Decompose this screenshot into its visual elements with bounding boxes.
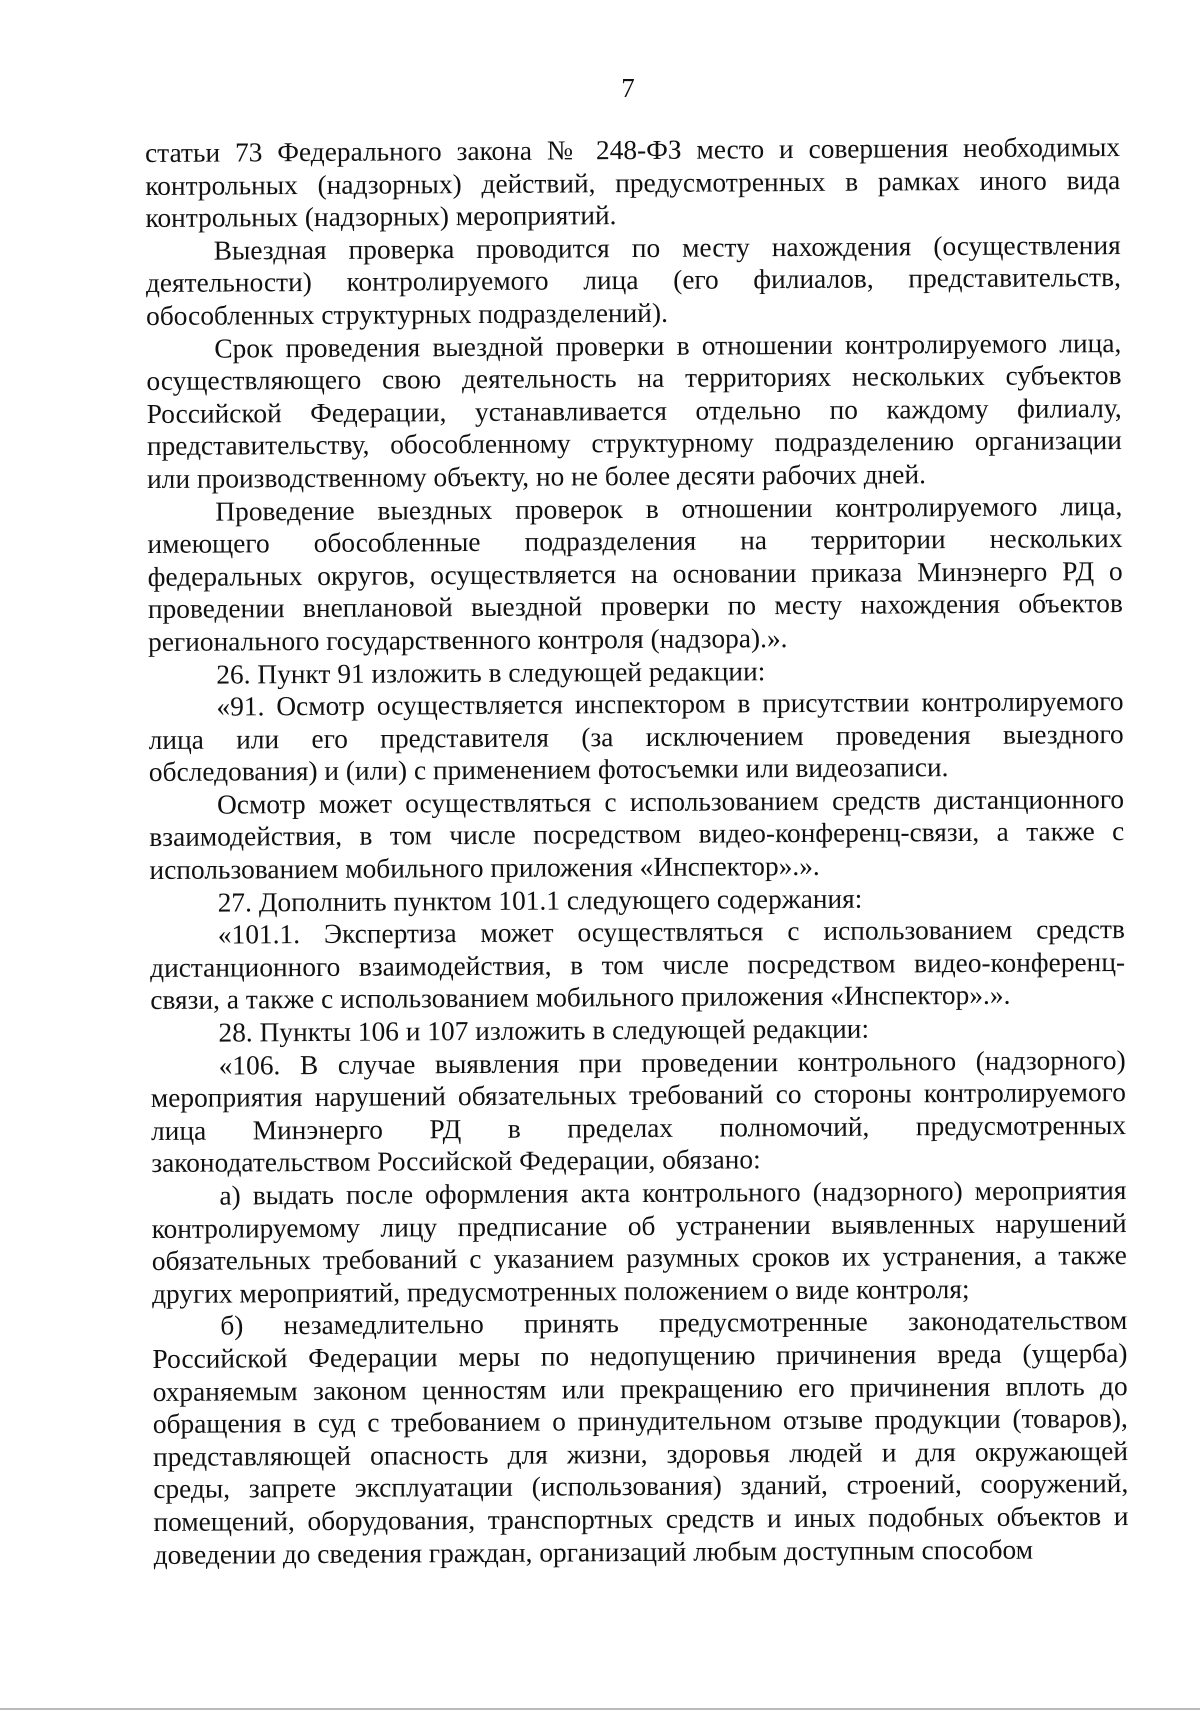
paragraph-p3	[146, 327, 1122, 496]
scan-edge-line	[0, 1708, 1200, 1710]
text-line: б) незамедлительно принять предусмотренные законодательством	[220, 1305, 1128, 1341]
text-line: обособленных структурных подразделений).	[146, 297, 668, 331]
document-body	[145, 131, 1129, 1571]
text-line: Осмотр может осуществляться с использованием средств дистанционного	[216, 783, 1125, 820]
text-line: федеральных округов, осуществляется на основании приказа Минэнерго РД о	[147, 555, 1123, 592]
text-line: 28. Пункты 106 и 107 изложить в следующей редакции:	[218, 1013, 870, 1048]
text-line: проведении внеплановой выездной проверки по месту нахождения объектов	[147, 588, 1123, 625]
text-line: мероприятия нарушений обязательных требований со стороны контролируемого	[150, 1077, 1126, 1114]
text-line: 26. Пункт 91 изложить в следующей редакции:	[216, 655, 766, 690]
paragraph-p6	[148, 685, 1124, 789]
text-line: взаимодействия, в том числе посредством видео-конференц-связи, а также с	[149, 816, 1125, 853]
paragraph-p11	[151, 1044, 1127, 1180]
text-line: а) выдать после оформления акта контрольного (надзорного) мероприятия	[219, 1175, 1127, 1211]
text-line: охраняемым законом ценностям или прекращению его причинения вплоть до	[152, 1370, 1128, 1407]
text-line: обращения в суд с требованием о принудительном отзыве продукции (товаров),	[152, 1403, 1128, 1440]
text-line: Российской Федерации, устанавливается отдельно по каждому филиалу,	[146, 392, 1122, 429]
text-line: Российской Федерации меры по недопущению причинения вреда (ущерба)	[152, 1337, 1128, 1374]
text-line: контролируемому лицу предписание об устранении выявленных нарушений	[151, 1207, 1127, 1244]
paragraph-p12	[151, 1174, 1127, 1310]
text-line: законодательством Российской Федерации, обязано:	[151, 1144, 761, 1179]
text-line: контрольных (надзорных) действий, предусмотренных в рамках иного вида	[145, 164, 1121, 201]
text-line: доведении до сведения граждан, организаций любым доступным способом	[153, 1534, 1034, 1570]
text-line: представляющей опасность для жизни, здоровья людей и для окружающей	[152, 1435, 1129, 1472]
text-line: «91. Осмотр осуществляется инспектором в присутствии контролируемого	[216, 686, 1124, 722]
text-line: представительству, обособленному структурному подразделению организации	[146, 425, 1122, 462]
paragraph-p1	[145, 131, 1121, 235]
text-line: использованием мобильного приложения «Инспектор».».	[149, 850, 820, 886]
paragraph-p2	[146, 229, 1122, 333]
text-line: статьи 73 Федерального закона № 248-ФЗ место и совершения необходимых	[145, 132, 1121, 168]
paragraph-p13	[152, 1304, 1129, 1571]
text-line: дистанционного взаимодействия, в том числе посредством видео-конференц-	[149, 946, 1126, 983]
text-line: лица Минэнерго РД в пределах полномочий, предусмотренных	[150, 1109, 1127, 1146]
text-line: других мероприятий, предусмотренных положением о виде контроля;	[151, 1273, 970, 1309]
text-line: «101.1. Экспертиза может осуществляться с использованием средств	[217, 914, 1125, 950]
text-line: 27. Дополнить пунктом 101.1 следующего содержания:	[217, 883, 863, 918]
text-line: лица или его представителя (за исключением проведения выездного	[148, 718, 1124, 755]
text-line: Проведение выездных проверок в отношении контролируемого лица,	[215, 490, 1123, 527]
text-line: помещений, оборудования, транспортных средств и иных подобных объектов и	[153, 1500, 1129, 1537]
text-line: обследования) и (или) с применением фотосъемки или видеозаписи.	[148, 752, 949, 788]
text-line: Срок проведения выездной проверки в отношении контролируемого лица,	[214, 327, 1122, 364]
text-line: контрольных (надзорных) мероприятий.	[145, 200, 617, 234]
paragraph-p9	[150, 913, 1126, 1017]
text-line: имеющего обособленные подразделения на территории нескольких	[147, 523, 1123, 560]
paragraph-p7	[149, 783, 1125, 887]
text-line: «106. В случае выявления при проведении контрольного (надзорного)	[218, 1044, 1126, 1081]
text-line: среды, запрете эксплуатации (использования) зданий, строений, сооружений,	[153, 1468, 1129, 1505]
text-line: связи, а также с использованием мобильного приложения «Инспектор».».	[150, 980, 1011, 1016]
text-line: деятельности) контролируемого лица (его филиалов, представительств,	[145, 262, 1121, 299]
text-line: регионального государственного контроля (надзора).».	[147, 622, 788, 657]
text-line: Выездная проверка проводится по месту нахождения (осуществления	[213, 229, 1121, 266]
text-line: или производственному объекту, но не более десяти рабочих дней.	[146, 459, 926, 494]
text-line: осуществляющего свою деятельность на территориях нескольких субъектов	[146, 360, 1122, 397]
page-number: 7	[621, 73, 635, 103]
text-line: обязательных требований с указанием разумных сроков их устранения, а также	[151, 1240, 1127, 1277]
paragraph-p4	[147, 490, 1123, 659]
